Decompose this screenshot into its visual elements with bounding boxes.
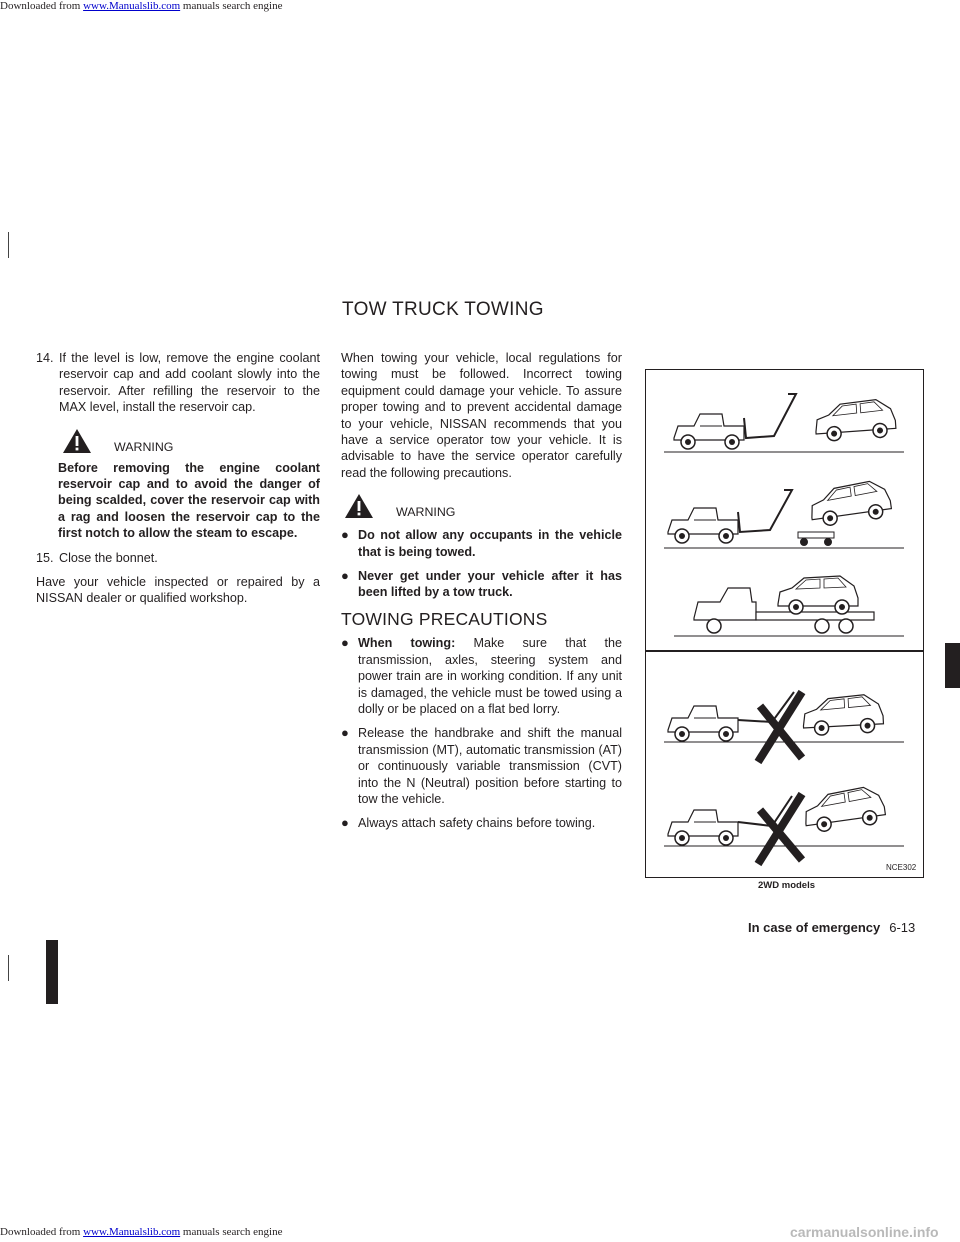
warning-text: Before removing the engine coolant reservoir cap and to avoid the danger of being scalded, cover the reservoir cap with a rag and loosen the reservoir cap to the first notch to allow the steam to escape. xyxy=(58,460,320,541)
item-text: If the level is low, remove the engine coolant reservoir cap and add coolant slowly into the reservoir. After refilling the reservoir to the MAX level, install the reservoir cap. xyxy=(59,351,320,415)
diagram-incorrect-tow-2 xyxy=(664,785,904,864)
bullet-text xyxy=(358,635,622,717)
crop-mark xyxy=(8,955,9,981)
diagram-flatbed xyxy=(674,576,904,636)
bullet-dot: ● xyxy=(341,815,349,831)
section-title: TOW TRUCK TOWING xyxy=(342,299,544,320)
warning-label: WARNING xyxy=(396,505,456,520)
page-footer xyxy=(748,920,915,935)
precaution-bullet xyxy=(341,635,622,717)
bullet-dot: ● xyxy=(341,527,349,543)
bullet-body: Make sure that the transmission, axles, steering system and power train are in working condition. If any unit is damaged, the vehicle must be towed using a dolly or be placed on a flat bed lorry. xyxy=(358,636,622,716)
left-column xyxy=(36,350,320,607)
item-number: 14. xyxy=(36,351,54,365)
subheading: TOWING PRECAUTIONS xyxy=(341,608,548,629)
bullet-text: Release the handbrake and shift the manual transmission (MT), automatic transmission (AT) or continuously variable transmission (CVT) into the N (Neutral) position before starting to tow the vehicle. xyxy=(358,726,622,806)
diagram-wheel-lift xyxy=(664,394,904,452)
towing-illustration xyxy=(646,370,923,877)
precaution-bullet xyxy=(341,815,622,831)
warning-icon xyxy=(62,428,92,454)
download-banner xyxy=(0,0,282,12)
bullet-dot: ● xyxy=(341,568,349,584)
footer-page-number: 6-13 xyxy=(889,920,916,935)
figure-code: NCE302 xyxy=(886,863,917,872)
item-text: Close the bonnet. xyxy=(59,550,158,565)
warning-bullet xyxy=(341,568,622,601)
intro-paragraph: When towing your vehicle, local regulations for towing must be followed. Incorrect towing equipment could damage your vehicle. To assure proper towing and to prevent accidental damage to your vehicle, NISSAN recommends that you have a service operator tow your vehicle. It is advisable to have the service operator carefully read the following precautions. xyxy=(341,351,622,480)
warning-header xyxy=(62,428,320,454)
banner-suffix: manuals search engine xyxy=(180,0,283,12)
warning-header xyxy=(344,493,622,519)
bullet-text: Never get under your vehicle after it has been lifted by a tow truck. xyxy=(358,569,622,600)
banner-suffix: manuals search engine xyxy=(180,1226,283,1238)
watermark-logo: carmanualsonline.info xyxy=(790,1224,939,1240)
warning-label: WARNING xyxy=(114,439,174,454)
towing-figure xyxy=(645,369,924,878)
footer-section: In case of emergency xyxy=(748,920,881,935)
crop-mark xyxy=(8,232,9,258)
warning-icon xyxy=(344,493,374,519)
banner-prefix: Downloaded from xyxy=(0,1226,84,1238)
manualslib-link[interactable]: www.Manualslib.com xyxy=(83,1226,181,1238)
warning-bullet xyxy=(341,527,622,560)
bullet-text: Do not allow any occupants in the vehicle that is being towed. xyxy=(358,528,622,559)
download-banner-bottom xyxy=(0,1226,282,1238)
middle-column xyxy=(341,350,622,832)
margin-bar xyxy=(46,940,58,1004)
banner-prefix: Downloaded from xyxy=(0,0,84,12)
figure-divider xyxy=(645,650,924,652)
diagram-dolly xyxy=(664,479,904,548)
numbered-item-15 xyxy=(36,550,320,566)
precaution-bullet xyxy=(341,725,622,807)
numbered-item-14 xyxy=(36,350,320,416)
item-number: 15. xyxy=(36,550,54,565)
figure-caption: 2WD models xyxy=(758,880,816,891)
bullet-dot: ● xyxy=(341,635,349,651)
closing-paragraph: Have your vehicle inspected or repaired by a NISSAN dealer or qualified workshop. xyxy=(36,575,320,606)
diagram-incorrect-tow-1 xyxy=(664,692,904,762)
chapter-tab xyxy=(945,643,960,688)
bullet-dot: ● xyxy=(341,725,349,741)
manualslib-link[interactable]: www.Manualslib.com xyxy=(83,0,181,12)
bullet-lead: When towing: xyxy=(358,636,456,651)
bullet-text: Always attach safety chains before towing. xyxy=(358,816,596,831)
